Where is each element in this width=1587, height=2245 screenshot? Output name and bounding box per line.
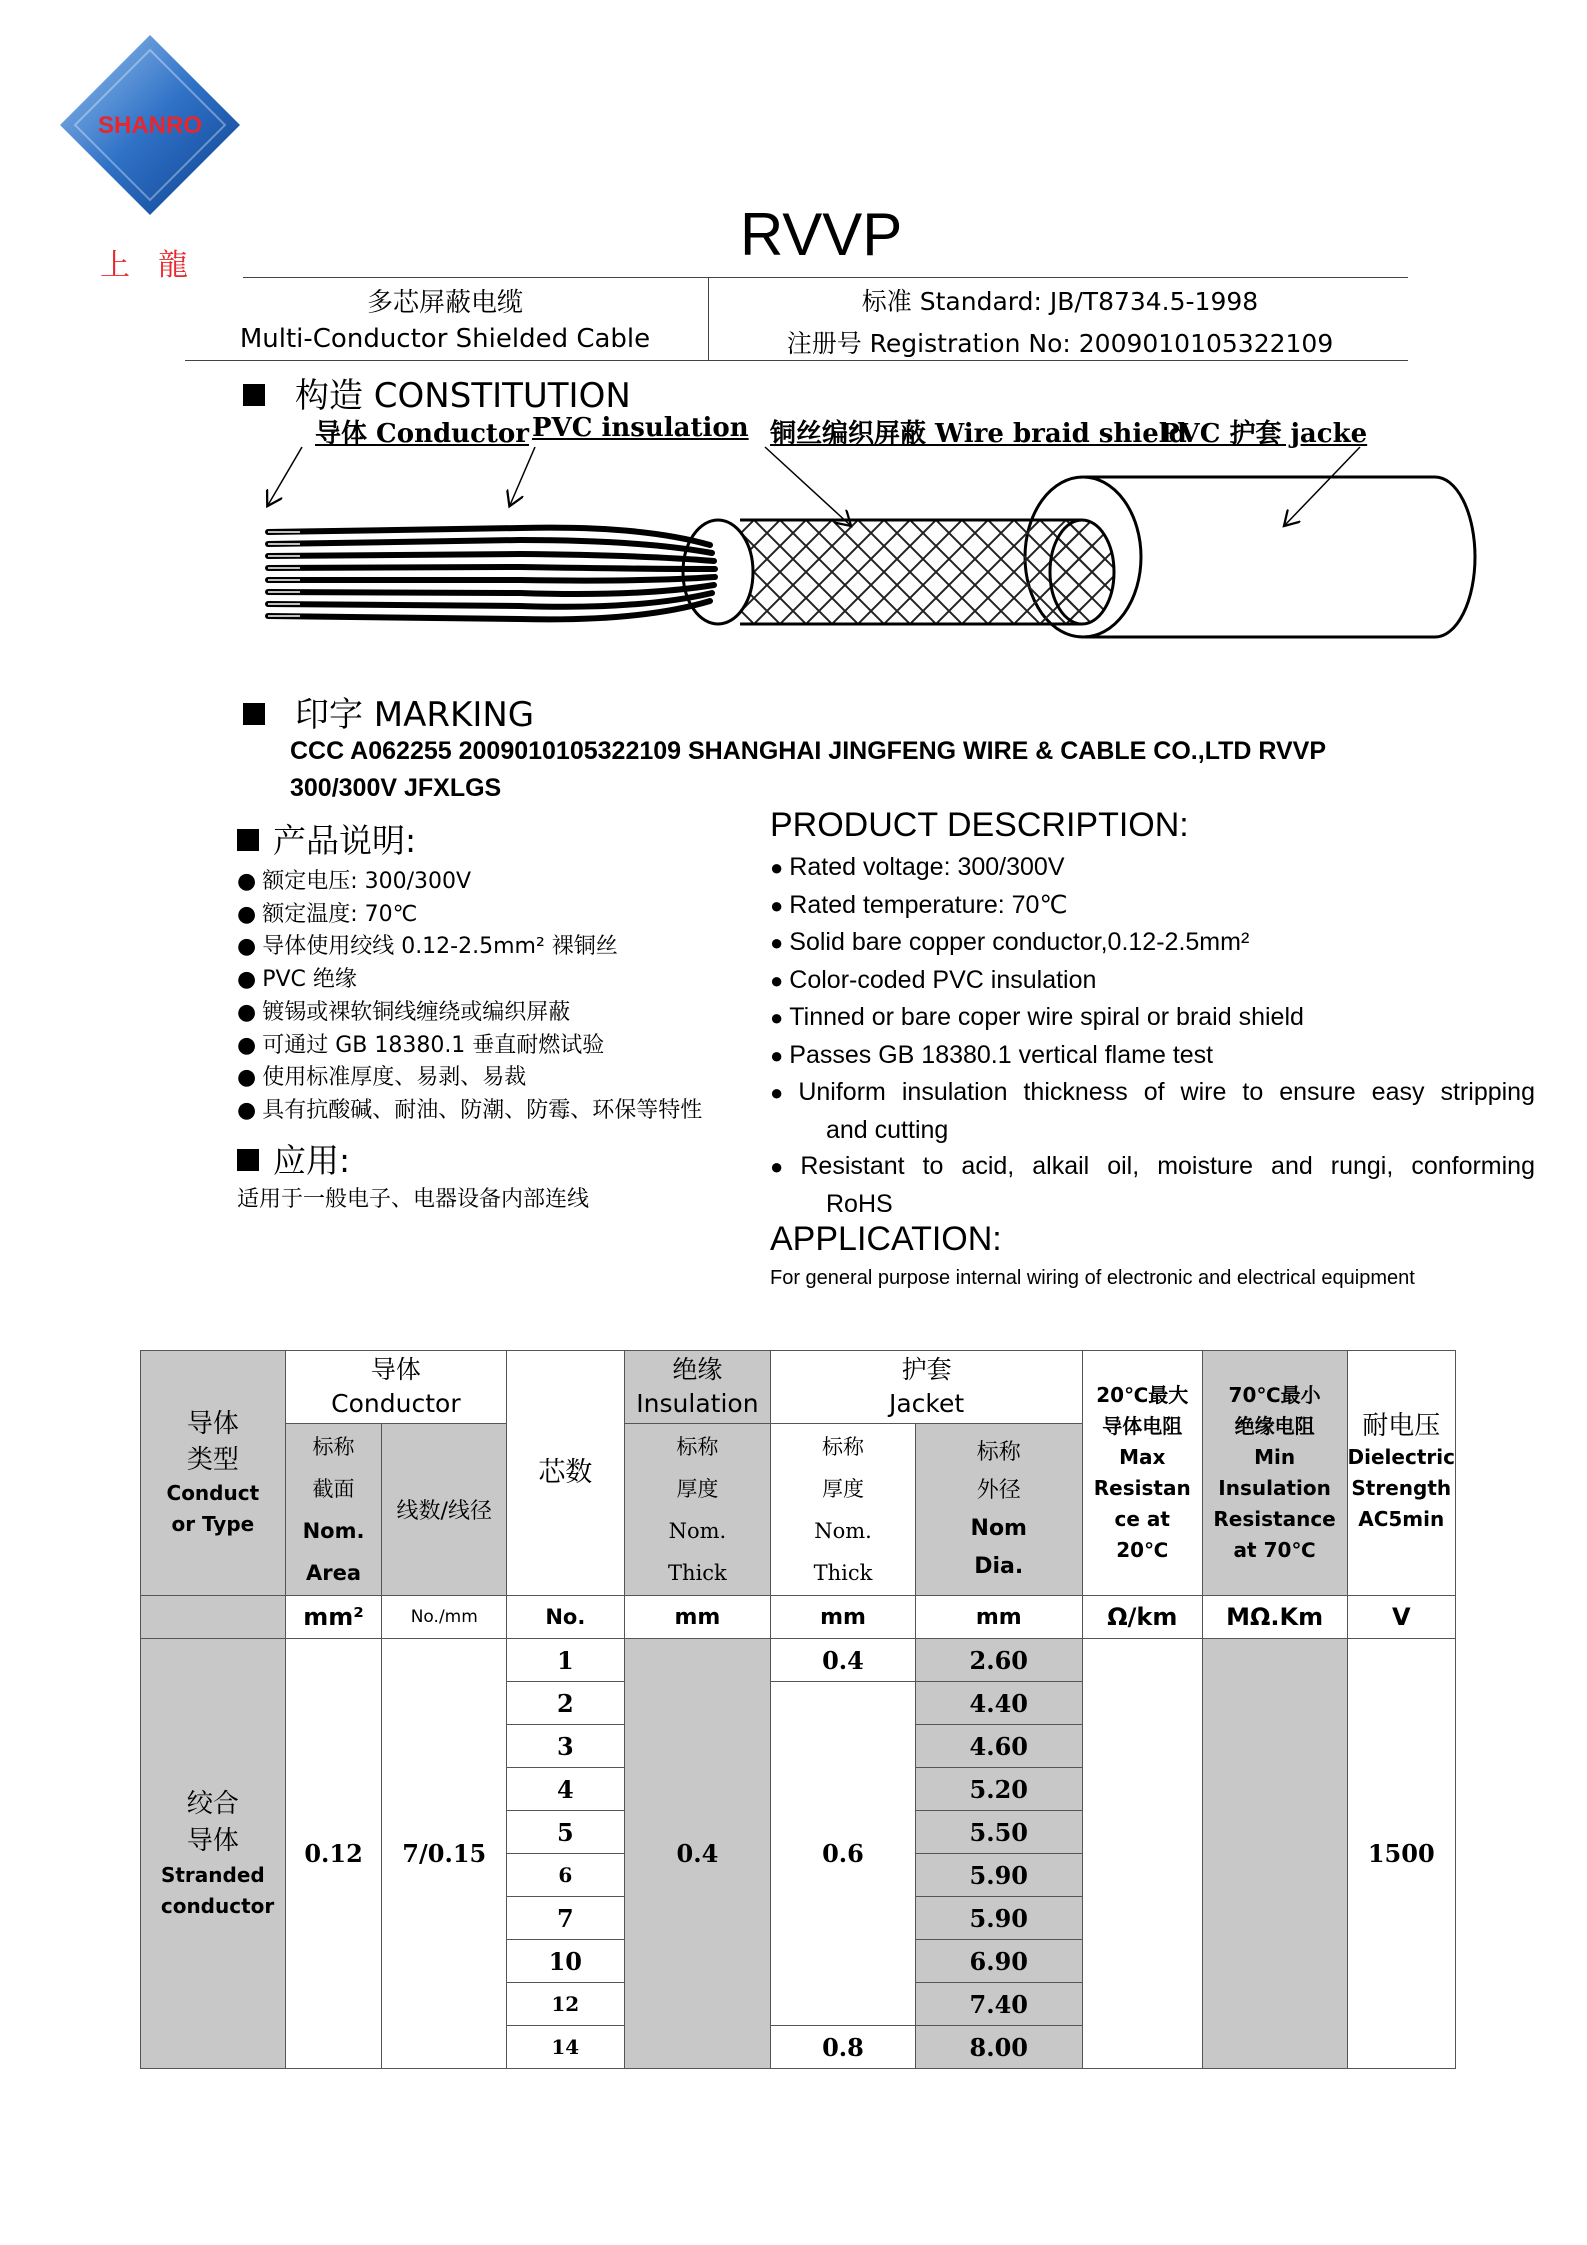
cell-jacket-dia: 8.00 [915,2026,1082,2069]
page-title: RVVP [740,201,903,268]
list-item-continuation: and cutting [826,1115,949,1144]
cell-area: 0.12 [285,1639,382,2069]
cell-insulation: 0.4 [624,1639,771,2069]
list-item: ● PVC 绝缘 [237,967,357,993]
unit-area: mm² [285,1596,382,1639]
list-item-continuation: RoHS [826,1189,893,1218]
list-item: ● 具有抗酸碱、耐油、防潮、防霉、环保等特性 [237,1097,703,1123]
cell-jacket-dia: 4.40 [915,1682,1082,1725]
logo-chinese-name: 上龍 [100,248,216,283]
list-item: ● 使用标准厚度、易剥、易裁 [237,1065,527,1091]
application-en-heading: APPLICATION: [770,1220,1002,1258]
unit-jacket-dia: mm [915,1596,1082,1639]
square-bullet-icon [243,384,265,406]
cell-cores: 2 [507,1682,624,1725]
cell-jacket-dia: 6.90 [915,1940,1082,1983]
col-header-cores: 芯数 [507,1351,624,1596]
marking-heading: 印字 MARKING [243,687,534,736]
product-cn-list [237,866,702,1128]
col-header-nom-area: 标称 截面 Nom. Area [285,1424,382,1596]
unit-resistance: Ω/km [1082,1596,1202,1639]
cell-jacket-dia: 5.90 [915,1897,1082,1940]
cell-insulation-resistance [1202,1639,1347,2069]
list-item: ● 可通过 GB 18380.1 垂直耐燃试验 [237,1032,605,1058]
unit-dielectric: V [1347,1596,1456,1639]
col-header-jacket: 护套 Jacket [771,1351,1083,1424]
col-header-jacket-thick: 标称 厚度 Nom. Thick [771,1424,915,1596]
product-cn-heading: 产品说明: [237,815,416,862]
list-item: ● 镀锡或裸软铜线缠绕或编织屏蔽 [237,999,571,1025]
marking-text: CCC A062255 2009010105322109 SHANGHAI JINGFENG WIRE & CABLE CO.,LTD RVVP 300/300V JFXLGS [290,737,1326,802]
cell-strands: 7/0.15 [382,1639,507,2069]
cell-resistance [1082,1639,1202,2069]
list-item: ● Rated voltage: 300/300V [770,853,1065,881]
square-bullet-icon [237,1149,259,1171]
product-en-heading: PRODUCT DESCRIPTION: [770,806,1189,844]
label-shield: 铜丝编织屏蔽 Wire braid shield [770,419,1187,449]
cell-cores: 14 [507,2026,624,2069]
col-header-strands: 线数/线径 [382,1424,507,1596]
square-bullet-icon [237,829,259,851]
label-jacket: PVC 护套 jacke [1160,419,1368,449]
cell-cores: 5 [507,1811,624,1854]
product-name-en: Multi-Conductor Shielded Cable [239,324,651,354]
cell-jacket-dia: 5.20 [915,1768,1082,1811]
constitution-heading: 构造 CONSTITUTION [243,368,631,417]
col-header-dielectric: 耐电压 Dielectric Strength AC5min [1347,1351,1456,1596]
cell-type: 绞合导体 Stranded conductor [141,1639,286,2069]
list-item: ● 额定电压: 300/300V [237,869,472,894]
list-item: ● Uniform insulation thickness of wire to ensure easy stripping [770,1078,1535,1106]
list-item: ● 额定温度: 70℃ [237,901,418,927]
col-header-jacket-dia: 标称 外径 Nom Dia. [915,1424,1082,1596]
cell-jacket-dia: 5.50 [915,1811,1082,1854]
cell-jacket-dia: 4.60 [915,1725,1082,1768]
cell-jacket-thick: 0.6 [771,1682,915,2026]
col-header-conductor: 导体 Conductor [285,1351,506,1424]
application-cn-heading: 应用: [237,1135,350,1182]
product-name-cn: 多芯屏蔽电缆 [366,288,523,318]
col-header-type: 导体类型 Conductor Type [141,1351,286,1596]
unit-insulation-resistance: MΩ.Km [1202,1596,1347,1639]
cell-cores: 4 [507,1768,624,1811]
list-item: ● Rated temperature: 70℃ [770,890,1068,919]
logo-brand-text: SHANRO [97,112,202,139]
list-item: ● Solid bare copper conductor,0.12-2.5mm² [770,928,1250,956]
registration-text: 注册号 Registration No: 2009010105322109 [786,329,1334,358]
cell-cores: 7 [507,1897,624,1940]
list-item: ● 导体使用绞线 0.12-2.5mm² 裸铜丝 [237,934,618,960]
product-en-list [770,849,1535,1222]
unit-insulation: mm [624,1596,771,1639]
cell-dielectric: 1500 [1347,1639,1456,2069]
cell-jacket-thick: 0.4 [771,1639,915,1682]
col-header-insulation-thick: 标称 厚度 Nom. Thick [624,1424,771,1596]
unit-jacket-thick: mm [771,1596,915,1639]
list-item: ● Color-coded PVC insulation [770,965,1097,994]
cable-construction-diagram [0,440,1587,650]
application-en-text: For general purpose internal wiring of electronic and electrical equipment [770,1267,1415,1289]
list-item: ● Resistant to acid, alkail oil, moisture and rungi, conforming [770,1152,1535,1180]
col-header-insulation: 绝缘 Insulation [624,1351,771,1424]
cell-cores: 1 [507,1639,624,1682]
label-insulation: PVC insulation [532,413,749,443]
table-row [141,1639,1456,1682]
label-conductor: 导体 Conductor [315,419,529,449]
cell-cores: 10 [507,1940,624,1983]
cell-jacket-dia: 5.90 [915,1854,1082,1897]
cell-jacket-dia: 2.60 [915,1639,1082,1682]
company-logo [55,30,245,220]
application-cn-text: 适用于一般电子、电器设备内部连线 [237,1187,590,1212]
cell-cores: 6 [507,1854,624,1897]
cell-jacket-thick: 0.8 [771,2026,915,2069]
cell-jacket-dia: 7.40 [915,1983,1082,2026]
col-header-insulation-resistance: 70℃最小 绝缘电阻 Min Insulation Resistance at 70℃ [1202,1351,1347,1596]
square-bullet-icon [243,703,265,725]
list-item: ● Passes GB 18380.1 vertical flame test [770,1040,1214,1069]
unit-type [141,1596,286,1639]
cell-cores: 12 [507,1983,624,2026]
spec-table [140,1350,1456,2069]
unit-cores: No. [507,1596,624,1639]
cell-cores: 3 [507,1725,624,1768]
unit-strands: No./mm [382,1596,507,1639]
list-item: ● Tinned or bare coper wire spiral or braid shield [770,1003,1304,1031]
standard-text: 标准 Standard: JB/T8734.5-1998 [861,287,1259,316]
col-header-resistance: 20℃最大 导体电阻 Max Resistan ce at 20℃ [1082,1351,1202,1596]
